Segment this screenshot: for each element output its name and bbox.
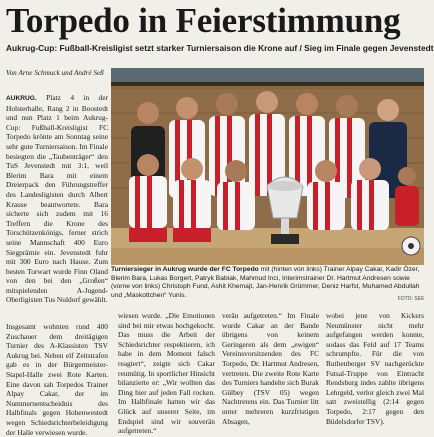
byline: Von Arne Schmuck und André Seß: [6, 69, 104, 77]
article-column-2: wiesen wurde. „Die Emotionen sind bei mir etwas hochgekocht. Das muss die Arbeit der Schiedsrichter respektieren, ich habe in dem Moment falsch reagiert“, zeigte sich Cakar reumütig. In sportlicher Hinsicht bilanzierte er: „Wir wollten das Ding hier auf jeden Fall rocken. Im Halbfinale hatten wir das Glück auf unserer Seite, im Endspiel sind wir souverän aufgetreten.“: [118, 311, 215, 436]
caption-lead: Turniersieger in Aukrug wurde der FC Torpedo: [111, 266, 259, 273]
photo-credit: FOTO: SEß: [397, 296, 424, 302]
article-column-3: verän aufgetreten.“ Im Finale wurde Cakar an der Bande übrigens von keinem Geringeren als dem „ewigen“ Vereinsvorsitzenden des FC Torpedo, Dr. Hartmut Andresen, vertreten. Die zweite Rote Karte des Turniers handelte sich Burak Gülbey (TSV 05) wegen Nachtretens ein. Das Turnier litt unter mehreren kurzfristigen Absagen,: [222, 311, 319, 426]
team-photo-illustration: [111, 68, 424, 265]
headline: Torpedo in Feierstimmung: [6, 1, 401, 40]
caption-text: mit (hinten von links) Trainer Alpay Cakar, Kadir Özer, Blerim Bara, Lukas Borgert, Patryk Babiak, Mahmud Inci, Interimstrainer Dr. Hartmut Andresen sowie (vorne von links) Christoph Fund, Ashit Khemajt, Jan-Henrik Grümmer, Deniz Harfst, Muhamed Abdullah und „Maskottchen“ Yunis.: [111, 266, 420, 300]
article-column-1: [6, 93, 108, 323]
article-column-4: wobei jene von Kickers Neumünster nicht mehr aufgefangen werden konnte, sodass das Feld auf 17 Teams schrumpfte. Für die von Ruthenberger SV nachgerückte Futsal-Truppe von Eintracht Rendsburg indes zahlte übrigens Lehrgeld, verlor gleich zwei Mal satt zweistellig (2:14 gegen Torpedo, 2:17 gegen den Büdelsdorfer TSV).: [326, 311, 424, 426]
article-column-1-bottom: Insgesamt wohnten rund 400 Zuschauer dem dreitägigen Turnier des A-Klassisten TSV Aukrug bei. Neben elf Zeitstrafen gab es in der Bürgermeister-Stapel-Halle zwei Rote Karten. Eine davon sah Torpedos Trainer Alpay Cakar, der im Nummernentscheidnis des Halbfinals gegen Hohenwestedt wegen Schiedsrichterbeleidigung der Halle verwiesen wurde.: [6, 322, 108, 437]
column-1-text: Platz 4 in der Holsterhalle, Rang 2 in Boostedt und nun Platz 1 beim Aukrug-Cup: Fußball-Kreisligist FC Torpedo krönte am Sonntag seine sehr gute Turniersaison. Im Finale besiegten die „Taubenträger“ den TuS Jevenstedt mit 3:1, weil Blerim Bara mit einem Dreierpack den Führungstreffer des Landesligisten durch Albert Krause beantwortete. Bara sicherte sich zudem mit 16 Treffern die Krone des Torschützenkönigs, ferner strich seine Mannschaft 400 Euro Siegprämie ein. Jevenstedt fuhr mit 300 Euro nach Hause. Zum besten Torwart wurde Finn Oland von den bei den „Großen“ mitspielenden A-Jugend-Oberligisten Tus Nuldorf gewählt.: [6, 93, 108, 305]
team-photo: [111, 68, 424, 265]
subline: Aukrug-Cup: Fußball-Kreisligist setzt starker Turniersaison die Krone auf / Sieg im Finale gegen Jevenstedt: [6, 43, 434, 53]
photo-caption: [111, 266, 424, 306]
dateline: AUKRUG.: [6, 95, 37, 102]
